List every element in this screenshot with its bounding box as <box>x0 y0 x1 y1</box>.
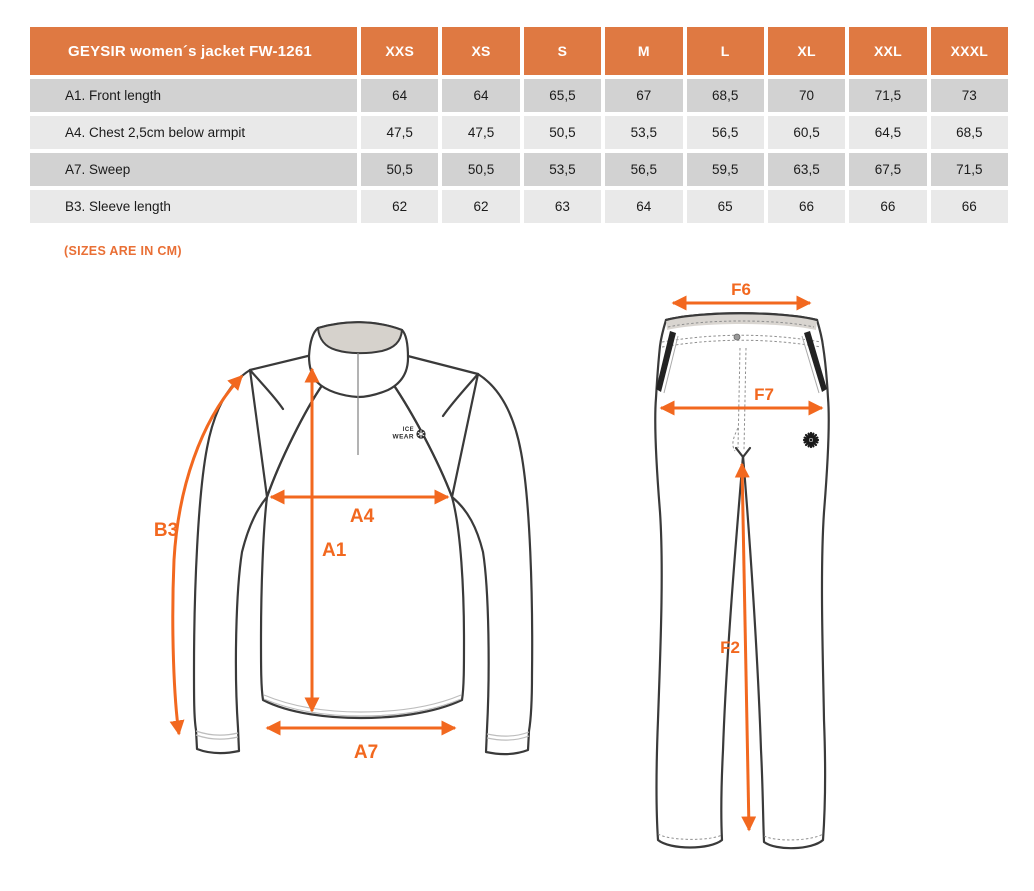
cell-value: 56,5 <box>605 153 682 186</box>
cell-value: 50,5 <box>442 153 519 186</box>
cell-value: 68,5 <box>687 79 764 112</box>
size-column-header: XXL <box>849 27 926 75</box>
jacket-measurement-diagram <box>130 290 610 780</box>
cell-value: 59,5 <box>687 153 764 186</box>
cell-value: 71,5 <box>849 79 926 112</box>
cell-value: 64 <box>361 79 438 112</box>
cell-value: 64 <box>605 190 682 223</box>
size-column-header: XS <box>442 27 519 75</box>
pants-body <box>655 313 829 848</box>
pants-snowflake-logo <box>804 433 818 447</box>
size-column-header: XXXL <box>931 27 1008 75</box>
cell-value: 47,5 <box>361 116 438 149</box>
logo-line2: WEAR <box>392 433 414 441</box>
cell-value: 47,5 <box>442 116 519 149</box>
size-column-header: XL <box>768 27 845 75</box>
cell-value: 71,5 <box>931 153 1008 186</box>
pants-measurement-diagram <box>630 280 1034 880</box>
jacket-left-sleeve <box>194 370 267 753</box>
sizes-unit-note: (SIZES ARE IN CM) <box>64 244 182 258</box>
cell-value: 63,5 <box>768 153 845 186</box>
label-a7: A7 <box>353 742 379 763</box>
label-a1: A1 <box>322 540 347 561</box>
jacket-outline <box>194 322 532 754</box>
right-shoulder-seam <box>400 354 478 374</box>
size-column-header: S <box>524 27 601 75</box>
cell-value: 64,5 <box>849 116 926 149</box>
waist-button <box>734 334 740 340</box>
logo-snowflake-badge <box>416 429 425 438</box>
cell-value: 53,5 <box>605 116 682 149</box>
table-title: GEYSIR women´s jacket FW-1261 <box>30 27 357 75</box>
cell-value: 67 <box>605 79 682 112</box>
label-f6: F6 <box>731 280 751 299</box>
size-table <box>30 27 1008 223</box>
cell-value: 66 <box>768 190 845 223</box>
pants-outline <box>655 313 829 848</box>
cell-value: 63 <box>524 190 601 223</box>
cell-value: 64 <box>442 79 519 112</box>
label-f2: F2 <box>720 638 740 657</box>
row-label: A7. Sweep <box>30 153 357 186</box>
cell-value: 62 <box>361 190 438 223</box>
cell-value: 66 <box>931 190 1008 223</box>
size-column-header: L <box>687 27 764 75</box>
cell-value: 65,5 <box>524 79 601 112</box>
cell-value: 67,5 <box>849 153 926 186</box>
label-a4: A4 <box>349 506 375 527</box>
cell-value: 56,5 <box>687 116 764 149</box>
cell-value: 65 <box>687 190 764 223</box>
cell-value: 62 <box>442 190 519 223</box>
logo-line1: ICE <box>402 427 414 433</box>
cell-value: 68,5 <box>931 116 1008 149</box>
cell-value: 50,5 <box>361 153 438 186</box>
cell-value: 73 <box>931 79 1008 112</box>
jacket-body <box>261 384 464 718</box>
row-label: B3. Sleeve length <box>30 190 357 223</box>
cell-value: 53,5 <box>524 153 601 186</box>
collar-inside <box>318 322 402 353</box>
label-f7: F7 <box>754 385 774 404</box>
cell-value: 70 <box>768 79 845 112</box>
row-label: A1. Front length <box>30 79 357 112</box>
cell-value: 50,5 <box>524 116 601 149</box>
label-b3: B3 <box>153 520 179 541</box>
size-column-header: M <box>605 27 682 75</box>
size-column-header: XXS <box>361 27 438 75</box>
cell-value: 66 <box>849 190 926 223</box>
cell-value: 60,5 <box>768 116 845 149</box>
jacket-right-sleeve <box>452 374 532 754</box>
row-label: A4. Chest 2,5cm below armpit <box>30 116 357 149</box>
left-shoulder-seam <box>250 354 316 370</box>
